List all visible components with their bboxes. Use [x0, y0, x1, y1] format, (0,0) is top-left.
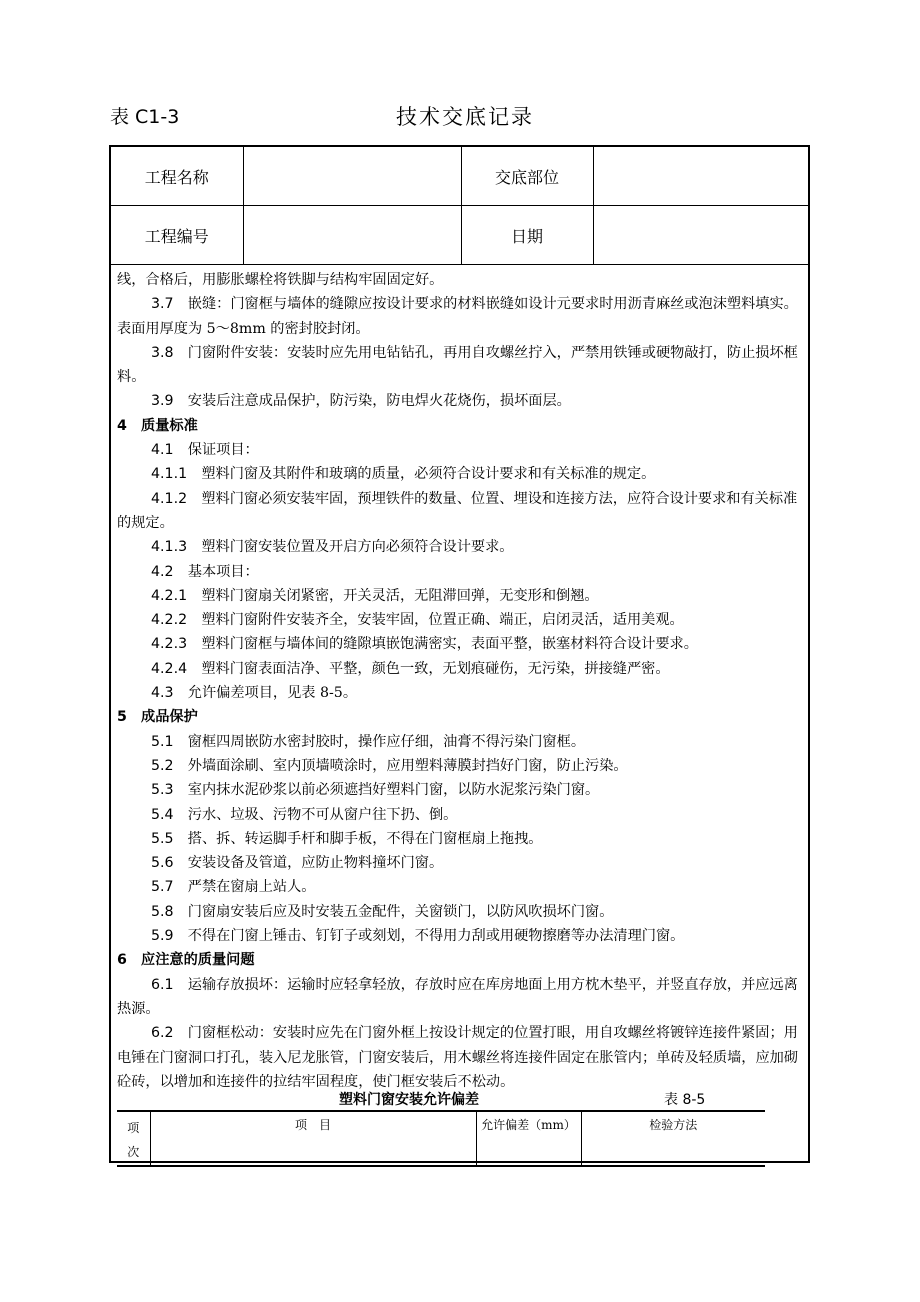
clause-number: 4.1.1	[151, 466, 188, 483]
paragraph	[117, 584, 805, 608]
clause-text: 运输存放损坏：运输时应轻拿轻放，存放时应在库房地面上用方枕木垫平，并竖直存放，并应远离热源。	[117, 976, 798, 1017]
paragraph: 线，合格后，用膨胀螺栓将铁脚与结构牢固固定好。	[117, 272, 444, 288]
date-field[interactable]	[593, 206, 808, 265]
clause-text: 保证项目：	[187, 442, 259, 459]
paragraph	[117, 1021, 805, 1094]
clause-number: 4.2.2	[151, 612, 188, 629]
paragraph	[117, 900, 805, 924]
table-header-row	[117, 1111, 765, 1166]
paragraph	[117, 341, 805, 390]
paragraph	[117, 681, 805, 705]
paragraph	[117, 973, 805, 1022]
paragraph	[117, 730, 805, 754]
date-label: 日期	[461, 206, 593, 265]
clause-number: 4.1	[151, 442, 174, 459]
clause-number: 4.2.3	[151, 636, 188, 653]
clause-number: 3.9	[151, 393, 174, 410]
clause-number: 6.1	[151, 976, 174, 993]
clause-number: 4.2.4	[151, 660, 188, 677]
clause-text: 安装后注意成品保护，防污染，防电焊火花烧伤，损坏面层。	[187, 393, 571, 410]
clause-text: 塑料门窗框与墙体间的缝隙填嵌饱满密实，表面平整，嵌塞材料符合设计要求。	[201, 636, 698, 653]
clause-number: 5.9	[151, 928, 174, 945]
clause-text: 外墙面涂刷、室内顶墙喷涂时，应用塑料薄膜封挡好门窗，防止污染。	[187, 757, 628, 774]
clause-number: 5.5	[151, 830, 174, 847]
paragraph	[117, 754, 805, 778]
clause-text: 基本项目：	[187, 563, 259, 580]
form-code: 表 C1-3	[110, 106, 180, 128]
clause-text: 门窗附件安装：安装时应先用电钻钻孔，再用自攻螺丝拧入，严禁用铁锤或硬物敲打，防止损坏框料。	[117, 344, 798, 386]
clause-text: 塑料门窗安装位置及开启方向必须符合设计要求。	[201, 539, 514, 556]
clause-text: 门窗框松动：安装时应先在门窗外框上按设计规定的位置打眼，用自攻螺丝将镀锌连接件紧固；用电锤在门窗洞口打孔，装入尼龙胀管，门窗安装后，用木螺丝将连接件固定在胀管内；单砖及轻质墙，应加砌砼砖，以增加和连接件的拉结牢固程度，使门框安装后不松动。	[117, 1025, 799, 1090]
col-header-method: 检验方法	[581, 1111, 765, 1166]
paragraph	[117, 778, 805, 802]
info-table	[111, 147, 808, 265]
clause-text: 污水、垃圾、污物不可从窗户往下扔、倒。	[187, 806, 458, 823]
clause-number: 3.8	[151, 344, 174, 361]
clause-text: 塑料门窗及其附件和玻璃的质量，必须符合设计要求和有关标准的规定。	[201, 466, 656, 483]
section-heading: 4 质量标准	[117, 417, 198, 434]
clause-number: 6.2	[151, 1025, 174, 1042]
table-caption: 塑料门窗安装允许偏差	[339, 1092, 479, 1108]
clause-number: 5.7	[151, 879, 174, 896]
clause-number: 4.2.1	[151, 587, 188, 604]
col-header-item: 项 目	[150, 1111, 476, 1166]
paragraph	[117, 851, 805, 875]
deviation-table	[117, 1110, 765, 1167]
clause-number: 5.3	[151, 782, 174, 799]
project-no-field[interactable]	[243, 206, 461, 265]
paragraph	[117, 632, 805, 656]
col-header-no	[117, 1111, 150, 1166]
paragraph	[117, 560, 805, 584]
clause-number: 5.6	[151, 855, 174, 872]
clause-number: 5.1	[151, 733, 174, 750]
table-number: 表 8-5	[664, 1092, 706, 1108]
section-heading: 6 应注意的质量问题	[117, 952, 255, 969]
paragraph	[117, 924, 805, 948]
clause-text: 门窗扇安装后应及时安装五金配件，关窗锁门，以防风吹损坏门窗。	[187, 903, 614, 920]
col-header-no-top: 项	[127, 1121, 140, 1135]
paragraph	[117, 292, 805, 341]
clause-text: 塑料门窗扇关闭紧密，开关灵活，无阻滞回弹，无变形和倒翘。	[201, 587, 599, 604]
clause-number: 4.2	[151, 563, 174, 580]
clause-text: 安装设备及管道，应防止物料撞坏门窗。	[187, 855, 444, 872]
col-header-tolerance: 允许偏差（mm）	[476, 1111, 581, 1166]
record-frame	[109, 145, 810, 1163]
clause-number: 4.1.2	[151, 490, 188, 507]
paragraph	[117, 535, 805, 559]
paragraph	[117, 875, 805, 899]
clause-text: 塑料门窗附件安装齐全，安装牢固，位置正确、端正，启闭灵活，适用美观。	[201, 612, 684, 629]
clause-text: 塑料门窗必须安装牢固，预埋铁件的数量、位置、埋设和连接方法，应符合设计要求和有关标准的规定。	[117, 490, 798, 531]
project-no-label: 工程编号	[111, 206, 243, 265]
page-title: 技术交底记录	[396, 105, 534, 129]
project-name-label: 工程名称	[111, 147, 243, 206]
location-field[interactable]	[593, 147, 808, 206]
clause-number: 5.8	[151, 903, 174, 920]
paragraph	[117, 827, 805, 851]
clause-text: 窗框四周嵌防水密封胶时，操作应仔细，油膏不得污染门窗框。	[187, 733, 586, 750]
clause-number: 4.3	[151, 685, 174, 702]
paragraph	[117, 438, 805, 462]
clause-number: 3.7	[151, 296, 174, 313]
clause-number: 5.4	[151, 806, 174, 823]
clause-text: 严禁在窗扇上站人。	[187, 879, 316, 896]
paragraph	[117, 608, 805, 632]
table-row	[111, 147, 808, 206]
clause-number: 5.2	[151, 757, 174, 774]
clause-text: 室内抹水泥砂浆以前必须遮挡好塑料门窗，以防水泥浆污染门窗。	[187, 782, 600, 799]
paragraph	[117, 803, 805, 827]
disclosure-content	[117, 268, 805, 1094]
col-header-no-bottom: 次	[127, 1145, 140, 1159]
clause-text: 嵌缝：门窗框与墙体的缝隙应按设计要求的材料嵌缝如设计元要求时用沥青麻丝或泡沫塑料填实。表面用厚度为 5～8mm 的密封胶封闭。	[117, 296, 798, 337]
table-row	[111, 206, 808, 265]
clause-text: 允许偏差项目，见表 8-5。	[187, 685, 358, 702]
clause-text: 不得在门窗上锤击、钉钉子或刻划，不得用力刮或用硬物擦磨等办法清理门窗。	[187, 928, 685, 945]
paragraph	[117, 487, 805, 536]
section-heading: 5 成品保护	[117, 709, 198, 726]
clause-text: 搭、拆、转运脚手杆和脚手板，不得在门窗框扇上拖拽。	[187, 830, 543, 847]
clause-text: 塑料门窗表面洁净、平整，颜色一致，无划痕碰伤，无污染，拼接缝严密。	[201, 660, 670, 677]
clause-number: 4.1.3	[151, 539, 188, 556]
paragraph	[117, 389, 805, 413]
paragraph	[117, 462, 805, 486]
project-name-field[interactable]	[243, 147, 461, 206]
location-label: 交底部位	[461, 147, 593, 206]
paragraph	[117, 657, 805, 681]
